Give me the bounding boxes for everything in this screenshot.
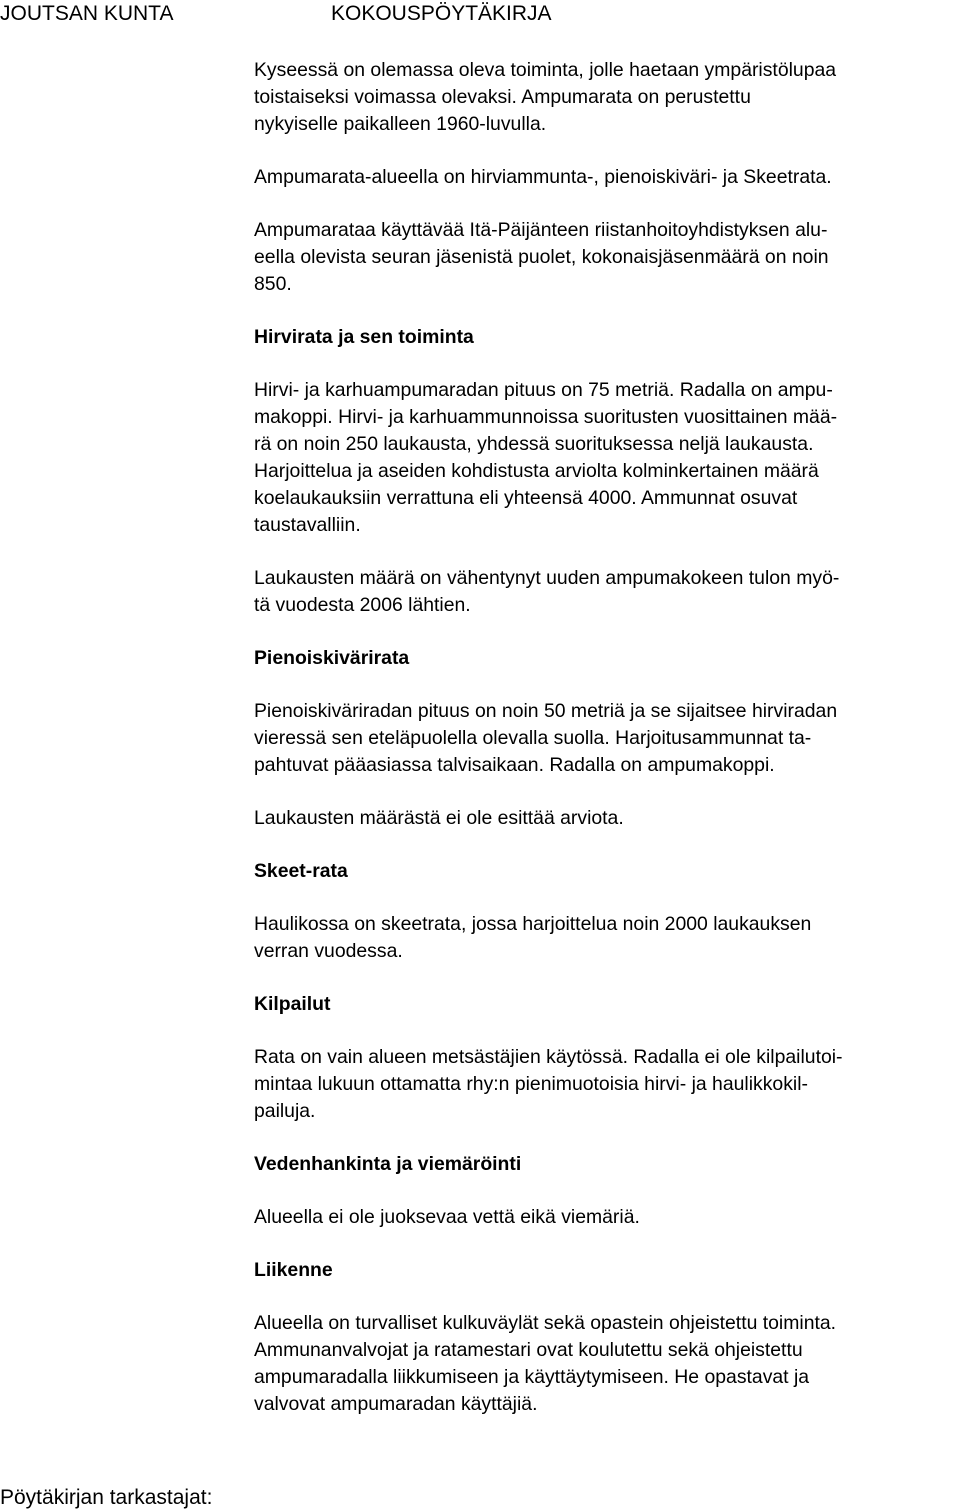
section-heading-skeet-range: Skeet-rata — [254, 860, 348, 882]
paragraph-moose-range: Hirvi- ja karhuampumaradan pituus on 75 metriä. Radalla on ampu- makoppi. Hirvi- ja karhuammunnoissa suoritusten vuosittainen mää- rä on noin 250 laukausta, yhdessä suorituksessa neljä laukausta. Harjoittelua ja aseiden kohdistusta arviolta kolminkertainen määrä koelaukauksiin verrattuna eli yhteensä 4000. Ammunnat osuvat taustavalliin. — [254, 379, 838, 536]
paragraph-skeet-range: Haulikossa on skeetrata, jossa harjoittelua noin 2000 laukauksen verran vuodessa. — [254, 913, 812, 962]
paragraph-smallbore-shots: Laukausten määrästä ei ole esittää arviota. — [254, 807, 624, 829]
paragraph-traffic: Alueella on turvalliset kulkuväylät sekä opastein ohjeistettu toiminta. Ammunanvalvojat ja ratamestari ovat koulutettu sekä ohjeistettu ampumaradalla liikkumiseen ja käyttäytymiseen. He opastavat ja valvovat ampumaradan käyttäjiä. — [254, 1312, 837, 1415]
paragraph-smallbore-range: Pienoiskiväriradan pituus on noin 50 metriä ja se sijaitsee hirviradan vieressä sen eteläpuolella olevalla suolla. Harjoitusammunnat ta- pahtuvat pääasiassa talvisaikaan. Radalla on ampumakoppi. — [254, 700, 838, 776]
section-heading-water-sewer: Vedenhankinta ja viemäröinti — [254, 1153, 522, 1175]
paragraph-range-types: Ampumarata-alueella on hirviammunta-, pienoiskiväri- ja Skeetrata. — [254, 166, 832, 188]
paragraph-current-activity: Kyseessä on olemassa oleva toiminta, jolle haetaan ympäristölupaa toistaiseksi voimassa olevaksi. Ampumarata on perustettu nykyiselle paikalleen 1960-luvulla. — [254, 59, 837, 135]
section-heading-smallbore-range: Pienoiskivärirata — [254, 647, 410, 669]
page-header — [0, 0, 960, 30]
section-heading-competitions: Kilpailut — [254, 993, 331, 1015]
paragraph-shot-count-trend: Laukausten määrä on vähentynyt uuden ampumakokeen tulon myö- tä vuodesta 2006 lähtien. — [254, 567, 840, 616]
section-heading-traffic: Liikenne — [254, 1259, 333, 1281]
footer-inspectors-label: Pöytäkirjan tarkastajat: — [0, 1486, 213, 1509]
document-type: KOKOUSPÖYTÄKIRJA — [331, 2, 552, 25]
document-body — [254, 57, 954, 1444]
paragraph-competitions: Rata on vain alueen metsästäjien käytössä. Radalla ei ole kilpailutoi- mintaa lukuun ottamatta rhy:n pienimuotoisia hirvi- ja haulikkokil- pailuja. — [254, 1046, 843, 1122]
organization-name: JOUTSAN KUNTA — [0, 2, 174, 25]
paragraph-water-sewer: Alueella ei ole juoksevaa vettä eikä viemäriä. — [254, 1206, 640, 1228]
paragraph-users: Ampumarataa käyttävää Itä-Päijänteen riistanhoitoyhdistyksen alu- eella olevista seuran jäsenistä puolet, kokonaisjäsenmäärä on noin 850. — [254, 219, 829, 295]
section-heading-moose-range: Hirvirata ja sen toiminta — [254, 326, 474, 348]
